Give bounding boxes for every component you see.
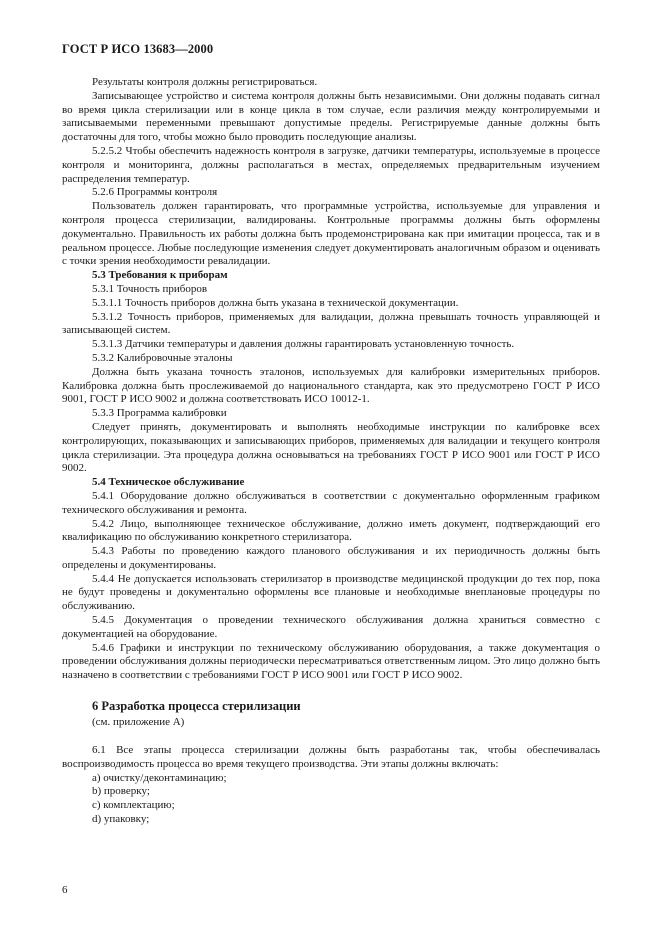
paragraph: 5.4.5 Документация о проведении технического обслуживания должна храниться совместно с документацией на оборудование. xyxy=(62,614,600,640)
list-item: b) проверку; xyxy=(92,785,150,798)
list-item: c) комплектацию; xyxy=(92,799,175,812)
page-number: 6 xyxy=(62,884,68,896)
section-body xyxy=(62,744,600,827)
paragraph: 5.4.2 Лицо, выполняющее техническое обслуживание, должно иметь документ, подтверждающий его квалификацию по обслуживанию конкретного стерилизатора. xyxy=(62,517,600,544)
list-item: a) очистку/деконтаминацию; xyxy=(92,771,227,784)
paragraph: 5.3.1.1 Точность приборов должна быть указана в технической документации. xyxy=(92,296,459,309)
paragraph: 5.2.5.2 Чтобы обеспечить надежность контроля в загрузке, датчики температуры, используемые в процессе контроля и мониторинга, должны располагаться в местах, определяемых предварительным изучением распределения температур. xyxy=(62,144,600,185)
subsection-heading: 5.3 Требования к приборам xyxy=(92,269,228,282)
paragraph: 5.4.4 Не допускается использовать стерилизатор в производстве медицинской продукции до тех пор, пока не будут проведены и документально оформлены все плановые и необходимые внеплановые процедуры по обслуживанию. xyxy=(62,572,600,613)
body-text xyxy=(62,76,600,683)
paragraph: 5.3.1.3 Датчики температуры и давления должны гарантировать установленную точность. xyxy=(92,338,515,351)
paragraph: 5.4.6 Графики и инструкции по техническому обслуживанию оборудования, а также документация о проведении обслуживания должны периодически пересматриваться ответственным лицом. Это лицо должно быть назначено в соответствии с требованиями ГОСТ Р ИСО 9001 или ГОСТ Р ИСО 9002. xyxy=(62,641,600,682)
paragraph: 5.3.2 Калибровочные эталоны xyxy=(92,351,233,364)
paragraph: 5.2.6 Программы контроля xyxy=(92,186,218,199)
document-header: ГОСТ Р ИСО 13683—2000 xyxy=(62,42,214,56)
paragraph: Следует принять, документировать и выполнять необходимые инструкции по калибровке всех контролирующих, показывающих и записывающих приборов, применяемых для валидации и текущего контроля цикла стерилизации. Эта процедура должна основываться на требованиях ГОСТ Р ИСО 9001 или ГОСТ Р ИСО 9002. xyxy=(62,420,600,475)
paragraph: Пользователь должен гарантировать, что программные устройства, используемые для управления и контроля процесса стерилизации, валидированы. Контрольные программы должны быть оформлены документально. Правильность их работы должна быть продемонстрирована как при имитации процесса, так и в реальном процессе. Любые последующие изменения следует документировать аналогичным образом и оценивать с точки зрения необходимости ревалидации. xyxy=(62,200,600,268)
paragraph: 5.3.1.2 Точность приборов, применяемых для валидации, должна превышать точность управляющей и записывающей систем. xyxy=(62,310,600,337)
paragraph: 6.1 Все этапы процесса стерилизации должны быть разработаны так, чтобы обеспечивалась воспроизводимость процесса во время текущего производства. Эти этапы должны включать: xyxy=(62,744,600,770)
section-note: (см. приложение А) xyxy=(92,716,185,728)
paragraph: 5.4.1 Оборудование должно обслуживаться в соответствии с документально оформленным графиком технического обслуживания и ремонта. xyxy=(62,489,600,516)
list-item: d) упаковку; xyxy=(92,812,150,825)
paragraph: 5.3.1 Точность приборов xyxy=(92,282,208,295)
paragraph: Записывающее устройство и система контроля должны быть независимыми. Они должны подавать сигнал во время цикла стерилизации или в конце цикла в том случае, если различия между контролируемыми и записываемыми переменными превышают допустимые пределы. Регистрируемые данные должны быть достаточны для того, чтобы можно было проводить последующие анализы. xyxy=(62,89,600,144)
paragraph: 5.4.3 Работы по проведению каждого планового обслуживания и их периодичность должны быть определены и документированы. xyxy=(62,545,600,571)
paragraph: 5.3.3 Программа калибровки xyxy=(92,407,227,420)
subsection-heading: 5.4 Техническое обслуживание xyxy=(92,476,245,489)
paragraph: Должна быть указана точность эталонов, используемых для калибровки измерительных приборов. Калибровка должна быть прослеживаемой до национального стандарта, как это предусмотрено ГОСТ Р ИСО 9001, ГОСТ Р ИСО 9002 и должна соответствовать ИСО 10012-1. xyxy=(62,365,600,406)
paragraph: Результаты контроля должны регистрироваться. xyxy=(92,76,318,88)
section-title: 6 Разработка процесса стерилизации xyxy=(92,699,301,713)
